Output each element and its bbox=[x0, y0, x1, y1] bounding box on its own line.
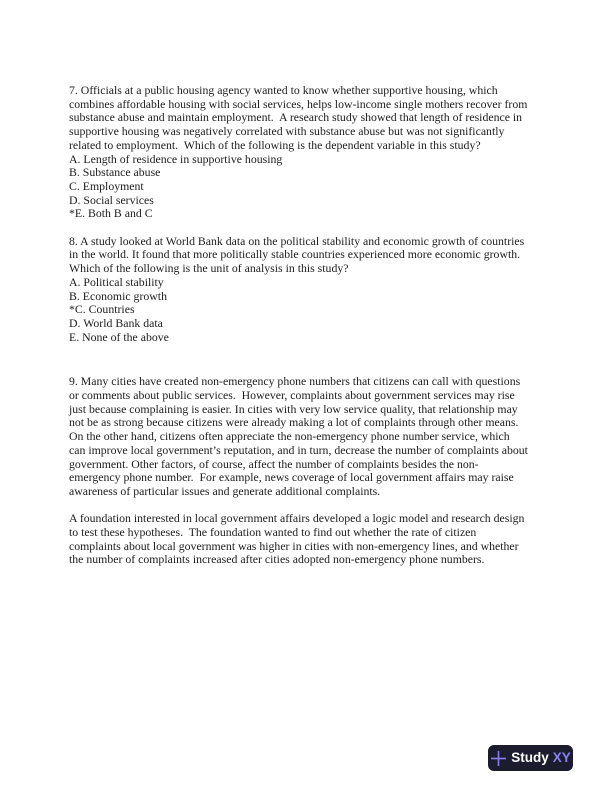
text-line: or comments about public services. However, complaints about government services may rise bbox=[69, 388, 515, 403]
question-8-block bbox=[69, 235, 528, 345]
text-line: not be as strong because citizens were already making a lot of complaints through other means. bbox=[69, 415, 519, 430]
text-line: related to employment. Which of the following is the dependent variable in this study? bbox=[69, 137, 481, 152]
text-line: to test these hypotheses. The foundation wanted to find out whether the rate of citizen bbox=[69, 525, 477, 540]
text-line: complaints about local government was higher in cities with non-emergency lines, and whether bbox=[69, 538, 519, 553]
text-line: *E. Both B and C bbox=[69, 206, 153, 221]
text-line: can improve local government’s reputation, and in turn, decrease the number of complaints about bbox=[69, 442, 528, 457]
text-line: A. Length of residence in supportive housing bbox=[69, 151, 283, 166]
text-line: government. Other factors, of course, affect the number of complaints besides the non- bbox=[69, 456, 479, 471]
brand-text-study: Study bbox=[511, 750, 549, 766]
text-line: 9. Many cities have created non-emergency phone numbers that citizens can call with questions bbox=[69, 374, 521, 389]
text-line: A foundation interested in local government affairs developed a logic model and research design bbox=[69, 511, 525, 526]
document-content bbox=[69, 84, 528, 567]
text-line: *C. Countries bbox=[69, 302, 135, 317]
text-line: substance abuse and maintain employment. A research study showed that length of residence in bbox=[69, 110, 523, 125]
question-7-block bbox=[69, 84, 528, 221]
text-line: combines affordable housing with social services, helps low-income single mothers recover from bbox=[69, 96, 528, 111]
text-line: E. None of the above bbox=[69, 329, 169, 344]
text-line: B. Substance abuse bbox=[69, 165, 161, 180]
text-line: in the world. It found that more politically stable countries experienced more economic growth. bbox=[69, 247, 521, 262]
text-line: On the other hand, citizens often appreciate the non-emergency phone number service, which bbox=[69, 429, 510, 444]
text-line: 7. Officials at a public housing agency wanted to know whether supportive housing, which bbox=[69, 83, 498, 97]
text-line: B. Economic growth bbox=[69, 288, 167, 303]
text-line: D. Social services bbox=[69, 192, 154, 207]
brand-text-xy: XY bbox=[552, 750, 571, 766]
text-line: emergency phone number. For example, news coverage of local government affairs may raise bbox=[69, 470, 514, 485]
plus-icon bbox=[490, 750, 507, 767]
text-line: 8. A study looked at World Bank data on the political stability and economic growth of countries bbox=[69, 233, 525, 248]
question-9-block bbox=[69, 375, 528, 498]
text-line: awareness of particular issues and generate additional complaints. bbox=[69, 483, 381, 498]
text-line: D. World Bank data bbox=[69, 315, 163, 330]
text-line: just because complaining is easier. In cities with very low service quality, that relationship may bbox=[69, 401, 518, 416]
text-line: A. Political stability bbox=[69, 274, 164, 289]
text-line: Which of the following is the unit of analysis in this study? bbox=[69, 261, 349, 276]
text-line: C. Employment bbox=[69, 178, 144, 193]
question-9-followup-block bbox=[69, 512, 528, 567]
studyxy-logo-badge bbox=[488, 745, 573, 771]
text-line: the number of complaints increased after cities adopted non-emergency phone numbers. bbox=[69, 552, 485, 567]
text-line: supportive housing was negatively correlated with substance abuse but was not significantly bbox=[69, 124, 505, 139]
